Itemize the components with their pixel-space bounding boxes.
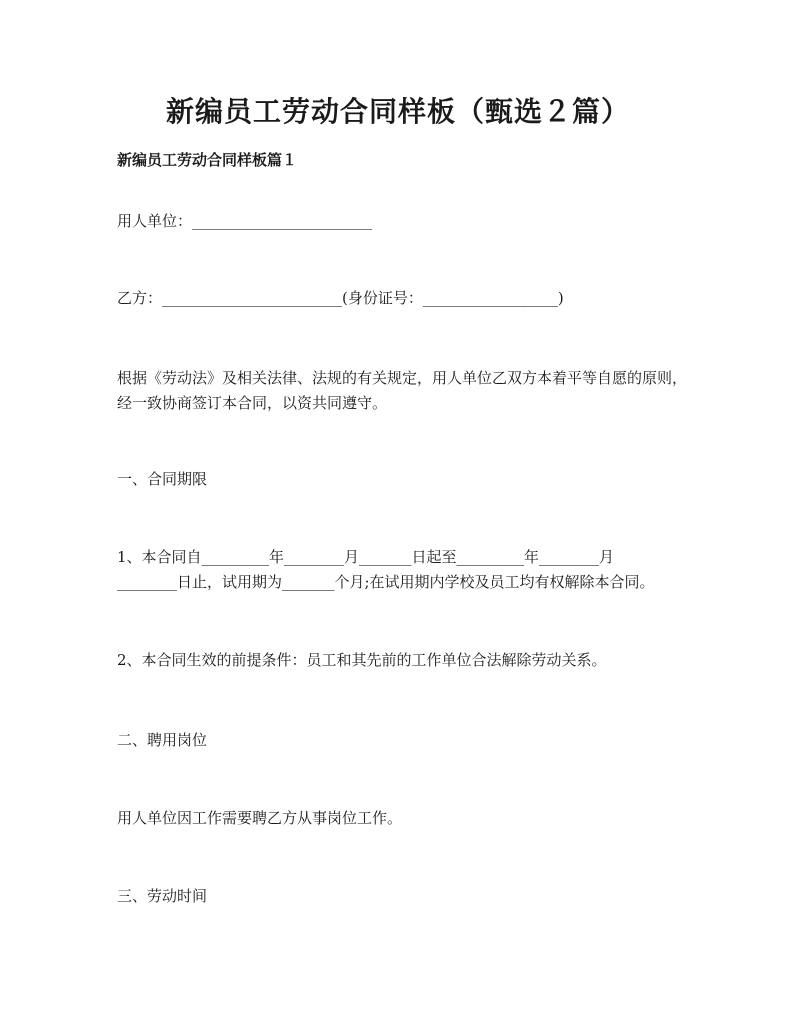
article-subtitle: 新编员工劳动合同样板篇１ <box>117 151 298 169</box>
clause-1-line-2: ________日止，试用期为_______个月;在试用期内学校及员工均有权解除本合同。 <box>117 573 655 591</box>
employer-field-line: 用人单位：________________________ <box>117 212 373 230</box>
preamble-paragraph: 根据《劳动法》及相关法律、法规的有关规定，用人单位乙双方本着平等自愿的原则，经一致协商签订本合同，以资共同遵守。 <box>117 369 688 412</box>
document-title: 新编员工劳动合同样板（甄选２篇） <box>165 95 630 128</box>
clause-2-paragraph: 2、本合同生效的前提条件：员工和其先前的工作单位合法解除劳动关系。 <box>117 651 607 669</box>
clause-1-line-1: 1、本合同自_________年________月_______日起至_________年________月 <box>117 548 615 566</box>
position-paragraph: 用人单位因工作需要聘乙方从事岗位工作。 <box>117 809 403 827</box>
party-b-field-line: 乙方：________________________(身份证号：__________________) <box>117 289 564 307</box>
section-heading-position: 二、聘用岗位 <box>117 731 208 749</box>
section-heading-working-hours: 三、劳动时间 <box>117 887 208 905</box>
section-heading-contract-term: 一、合同期限 <box>117 470 208 488</box>
